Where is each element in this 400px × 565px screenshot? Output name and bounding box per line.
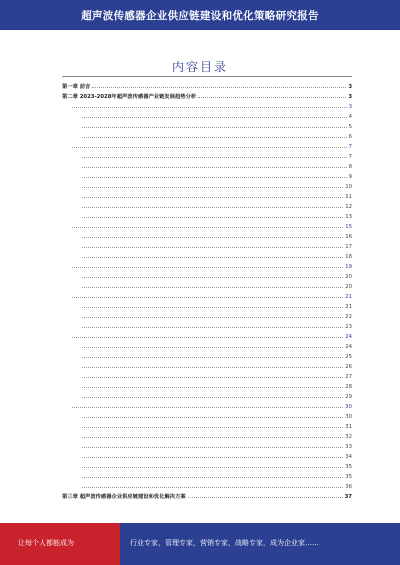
toc-entry[interactable] [80,110,352,120]
toc-entry-label: 第二章 2023-2028年超声波传感器产业链发展趋势分析 [62,94,197,100]
toc-dot-leader [82,397,343,398]
toc-dot-leader [82,177,347,178]
toc-entry-page: 13 [345,214,352,220]
toc-entry-page: 20 [345,274,352,280]
toc-dot-leader [82,117,347,118]
toc-dot-leader [82,127,347,128]
toc-dot-leader [82,377,343,378]
toc-entry[interactable] [80,380,352,390]
toc-entry[interactable] [80,410,352,420]
toc-heading: 内容目录 [171,60,228,74]
toc-entry-page: 12 [345,204,352,210]
toc-entry-page: 3 [348,84,352,90]
toc-entry[interactable] [80,120,352,130]
toc-dot-leader [92,87,346,88]
toc-entry-page: 7 [348,154,352,160]
toc-dot-leader [82,307,343,308]
toc-entry-page: 19 [345,264,352,270]
toc-entry[interactable] [80,390,352,400]
toc-entry-page: 31 [345,424,352,430]
toc-dot-leader [82,487,343,488]
toc-entry[interactable] [80,460,352,470]
toc-entry[interactable] [62,490,352,500]
toc-entry-page: 3 [348,94,352,100]
toc-entry-page: 24 [345,344,352,350]
toc-entry-page: 32 [345,434,352,440]
toc-dot-leader [82,237,343,238]
toc-dot-leader [188,497,343,498]
toc-entry[interactable] [80,470,352,480]
toc-dot-leader [82,187,343,188]
toc-entry[interactable] [80,170,352,180]
toc-dot-leader [82,457,343,458]
toc-entry[interactable] [70,100,352,110]
toc-entry-page: 25 [345,354,352,360]
toc-entry-page: 35 [345,464,352,470]
toc-dot-leader [72,407,343,408]
toc-entry[interactable] [80,180,352,190]
toc-entry[interactable] [80,150,352,160]
footer-banner [0,523,400,565]
toc-entry-page: 30 [345,404,352,410]
report-header-bar [0,0,400,30]
toc-dot-leader [82,427,343,428]
toc-dot-leader [82,217,343,218]
toc-dot-leader [82,467,343,468]
toc-dot-leader [82,317,343,318]
toc-entry-page: 34 [345,454,352,460]
toc-entry-page: 36 [345,484,352,490]
toc-entry-page: 8 [348,164,352,170]
toc-dot-leader [82,247,343,248]
toc-dot-leader [82,347,343,348]
toc-divider [62,76,352,77]
toc-entry[interactable] [80,480,352,490]
toc-entry[interactable] [80,320,352,330]
toc-entry-page: 17 [345,244,352,250]
toc-entry[interactable] [80,250,352,260]
toc-entry-page: 20 [345,284,352,290]
toc-entry[interactable] [70,330,352,340]
toc-entry[interactable] [80,190,352,200]
toc-entry-page: 10 [345,184,352,190]
toc-dot-leader [82,287,343,288]
toc-entry[interactable] [80,440,352,450]
footer-tagline: 行业专家，管理专家，营销专家，战略专家，成为企业家…… [130,539,319,547]
toc-entry-page: 21 [345,304,352,310]
toc-entry[interactable] [80,230,352,240]
toc-entry[interactable] [80,160,352,170]
toc-entry[interactable] [80,370,352,380]
toc-entry-page: 3 [348,104,352,110]
toc-entry[interactable] [80,300,352,310]
toc-entry[interactable] [80,200,352,210]
toc-dot-leader [82,367,343,368]
toc-entry-page: 23 [345,324,352,330]
toc-entry-page: 9 [348,174,352,180]
toc-dot-leader [198,97,346,98]
toc-entry[interactable] [70,290,352,300]
toc-entry[interactable] [80,340,352,350]
toc-entry[interactable] [80,430,352,440]
toc-entry[interactable] [80,270,352,280]
toc-dot-leader [72,267,343,268]
toc-entry-page: 7 [348,144,352,150]
toc-entry-label: 第三章 超声波传感器企业供应链建设和优化解决方案 [62,494,186,500]
toc-entry-label: 第一章 前言 [62,84,91,90]
toc-entry-page: 6 [348,134,352,140]
toc-dot-leader [82,207,343,208]
report-title: 超声波传感器企业供应链建设和优化策略研究报告 [81,10,319,22]
toc-entry-page: 35 [345,474,352,480]
toc-entry[interactable] [80,280,352,290]
toc-entry[interactable] [62,80,352,90]
toc-entry-page: 21 [345,294,352,300]
toc-entry-page: 15 [345,224,352,230]
toc-dot-leader [72,297,343,298]
toc-entry[interactable] [80,130,352,140]
toc-dot-leader [82,257,343,258]
toc-entry[interactable] [70,220,352,230]
toc-entry[interactable] [80,360,352,370]
toc-dot-leader [82,197,343,198]
toc-entry-page: 22 [345,314,352,320]
toc-dot-leader [82,477,343,478]
toc-entry-page: 18 [345,254,352,260]
toc-entry-page: 16 [345,234,352,240]
toc-dot-leader [82,357,343,358]
toc-entry-page: 4 [348,114,352,120]
toc-entry[interactable] [70,260,352,270]
toc-dot-leader [82,277,343,278]
toc-entry-page: 29 [345,394,352,400]
toc-dot-leader [82,327,343,328]
toc-dot-leader [82,437,343,438]
toc-entry-page: 33 [345,444,352,450]
toc-dot-leader [72,107,347,108]
toc-entry-page: 28 [345,384,352,390]
footer-slogan: 让每个人都能成为 [18,539,74,547]
toc-entry[interactable] [80,310,352,320]
toc-dot-leader [82,417,343,418]
toc-entry-page: 27 [345,374,352,380]
toc-entry[interactable] [62,90,352,100]
toc-entry-page: 24 [345,334,352,340]
toc-dot-leader [72,227,343,228]
toc-entry[interactable] [70,400,352,410]
toc-dot-leader [72,337,343,338]
toc-dot-leader [82,387,343,388]
toc-entry[interactable] [80,450,352,460]
toc-entry[interactable] [70,140,352,150]
toc-entry-page: 11 [345,194,352,200]
toc-entry[interactable] [80,240,352,250]
toc-dot-leader [82,447,343,448]
toc-entry-page: 30 [345,414,352,420]
toc-dot-leader [72,147,347,148]
toc-entry[interactable] [80,350,352,360]
toc-dot-leader [82,167,347,168]
toc-dot-leader [82,157,347,158]
toc-entry-page: 26 [345,364,352,370]
toc-entry-page: 5 [348,124,352,130]
toc-entry-page: 37 [344,494,352,500]
toc-entry[interactable] [80,420,352,430]
toc-dot-leader [82,137,347,138]
toc-entry[interactable] [80,210,352,220]
